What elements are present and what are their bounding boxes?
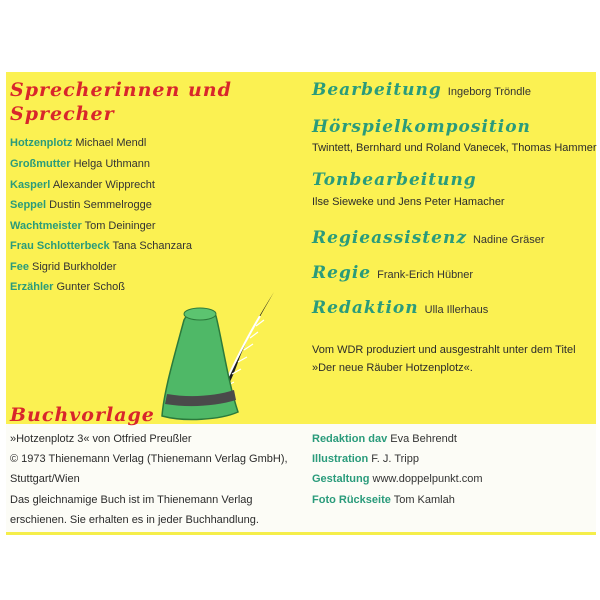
bearbeitung-name: Ingeborg Tröndle (447, 86, 531, 98)
credit-role: Illustration (312, 453, 369, 465)
redaktion-heading (312, 298, 488, 320)
credit-name: Tom Kamlah (393, 494, 455, 506)
cast-row (10, 179, 155, 191)
cast-role: Großmutter (10, 158, 71, 170)
regieass-name: Nadine Gräser (472, 234, 545, 246)
buchvorlage-line: erschienen. Sie erhalten es in jeder Buchhandlung. (10, 514, 259, 526)
cast-role: Seppel (10, 199, 47, 211)
cast-role: Fee (10, 261, 29, 273)
regieass-heading (312, 228, 545, 250)
wdr-line-2: »Der neue Räuber Hotzenplotz«. (312, 362, 473, 374)
credit-row (312, 494, 455, 506)
buchvorlage-line: Das gleichnamige Buch ist im Thienemann Verlag (10, 494, 253, 506)
ton-heading: Tonbearbeitung (312, 170, 477, 190)
regieass-title: Regieassistenz (312, 228, 467, 248)
regie-title: Regie (312, 263, 372, 283)
credit-role: Redaktion dav (312, 433, 388, 445)
ton-names: Ilse Sieweke und Jens Peter Hamacher (312, 196, 505, 208)
credit-row (312, 433, 457, 445)
cast-role: Wachtmeister (10, 220, 82, 232)
buchvorlage-line: »Hotzenplotz 3« von Otfried Preußler (10, 433, 192, 445)
cast-role: Kasperl (10, 179, 51, 191)
regie-name: Frank-Erich Hübner (377, 269, 474, 281)
cast-name: Michael Mendl (75, 137, 147, 149)
cast-role: Frau Schlotterbeck (10, 240, 110, 252)
cast-role: Erzähler (10, 281, 54, 293)
cast-name: Dustin Semmelrogge (49, 199, 152, 211)
credit-name: F. J. Tripp (371, 453, 419, 465)
cast-heading-line1: Sprecherinnen und (10, 79, 232, 101)
hat-illustration (150, 290, 290, 425)
hat-icon (162, 308, 238, 419)
cast-name: Tom Deininger (84, 220, 156, 232)
hoerspiel-heading: Hörspielkomposition (312, 117, 531, 137)
hoerspiel-names: Twintett, Bernhard und Roland Vanecek, Thomas Hammer (312, 142, 597, 154)
credit-name: Eva Behrendt (390, 433, 457, 445)
cast-name: Sigrid Burkholder (32, 261, 117, 273)
cast-name: Gunter Schoß (56, 281, 125, 293)
cast-heading-line2: Sprecher (10, 103, 115, 125)
redaktion-name: Ulla Illerhaus (424, 304, 489, 316)
cast-row (10, 281, 125, 293)
regie-heading (312, 263, 473, 285)
credit-role: Foto Rückseite (312, 494, 391, 506)
cast-row (10, 220, 156, 232)
cast-name: Alexander Wipprecht (52, 179, 155, 191)
cast-name: Tana Schanzara (112, 240, 192, 252)
cast-heading (10, 78, 232, 126)
cast-row (10, 158, 150, 170)
bearbeitung-title: Bearbeitung (312, 80, 442, 100)
credit-row (312, 453, 419, 465)
cast-row (10, 199, 152, 211)
credit-row (312, 473, 483, 485)
cast-name: Helga Uthmann (73, 158, 150, 170)
cast-row (10, 137, 146, 149)
cast-row (10, 261, 116, 273)
wdr-line-1: Vom WDR produziert und ausgestrahlt unter dem Titel (312, 344, 576, 356)
buchvorlage-heading: Buchvorlage (10, 404, 155, 426)
buchvorlage-line: Stuttgart/Wien (10, 473, 80, 485)
buchvorlage-line: © 1973 Thienemann Verlag (Thienemann Verlag GmbH), (10, 453, 288, 465)
bearbeitung-heading (312, 80, 531, 102)
credit-name: www.doppelpunkt.com (372, 473, 483, 485)
redaktion-title: Redaktion (312, 298, 419, 318)
cast-row (10, 240, 192, 252)
cast-role: Hotzenplotz (10, 137, 73, 149)
credit-role: Gestaltung (312, 473, 370, 485)
